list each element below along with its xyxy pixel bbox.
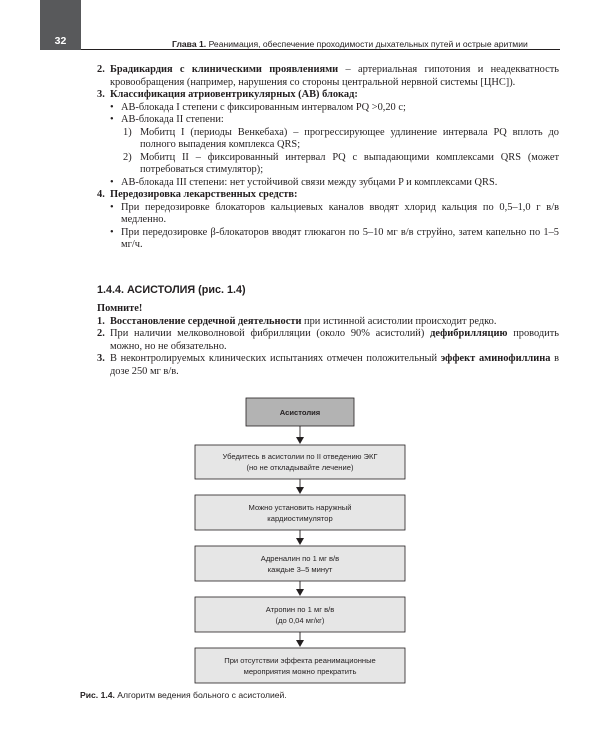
flow-step-line: (но не откладывайте лечение) [246, 463, 354, 472]
bullet-icon: • [110, 201, 114, 213]
flow-step-line: Можно установить наружный [248, 503, 352, 512]
bullet-icon: • [110, 101, 114, 113]
list-item-bold: Брадикардия с клиническими проявлениями [110, 64, 339, 75]
bullet-text: При передозировке β-блокаторов вводят глюкагон по 5–10 мг в/в струйно, затем капельно по 1–5 мг/ч. [121, 226, 559, 250]
figure-caption [80, 690, 287, 700]
remember-bold: Восстановление сердечной деятельности [110, 315, 302, 327]
list-item-bold: Классификация атриовентрикулярных (АВ) блокад: [110, 89, 358, 100]
sub-number: 1) [123, 126, 132, 138]
list-number: 2. [97, 64, 105, 75]
flow-step-line: кардиостимулятор [267, 514, 333, 523]
list-number: 2. [97, 328, 105, 339]
sub-text: Мобитц I (периоды Венкебаха) – прогрессирующее удлинение интервала PQ вплоть до полного выпадения комплекса QRS; [140, 126, 559, 150]
remember-text: проводить можно, но не обязательно. [110, 328, 559, 352]
bullet-icon: • [110, 114, 114, 125]
caption-label: Рис. 1.4. [80, 690, 115, 700]
flow-step-line: Адреналин по 1 мг в/в [260, 554, 340, 563]
flow-step-line: Убедитесь в асистолии по II отведению ЭКГ [222, 452, 378, 461]
sub-number: 2) [123, 151, 132, 163]
remember-text: В неконтролируемых клинических испытаниях отмечен положительный [110, 353, 441, 364]
flow-step-box [195, 546, 405, 581]
flow-step-line: Атропин по 1 мг в/в [265, 605, 335, 614]
chapter-label: Глава 1. [172, 39, 207, 49]
list-item-text: – артериальная гипотония и неадекватность кровообращения (например, нарушения со стороны центральной нервной системы [ЦНС]). [110, 64, 559, 88]
remember-bold: дефибрилляцию [430, 328, 508, 339]
bullet-text: АВ-блокада I степени с фиксированным интервалом PQ >0,20 с; [121, 101, 406, 113]
flow-step-line: При отсутствии эффекта реанимационные [224, 656, 376, 665]
bullet-text: АВ-блокада III степени: нет устойчивой связи между зубцами P и комплексами QRS. [121, 176, 498, 188]
sub-text: Мобитц II – фиксированный интервал PQ с выпадающими комплексами QRS (может потребоваться стимулятор); [140, 151, 559, 175]
remember-text: в дозе 250 мг в/в. [110, 353, 559, 377]
flow-step-line: (до 0,04 мг/кг) [275, 616, 325, 625]
page-number: 32 [54, 35, 67, 47]
bullet-text: При передозировке блокаторов кальциевых каналов вводят хлорид кальция по 0,5–1,0 г в/в медленно. [121, 201, 559, 225]
list-item-bold: Передозировка лекарственных средств: [110, 189, 298, 200]
flow-step-box [195, 648, 405, 683]
bullet-icon: • [110, 176, 114, 188]
remember-bold: эффект аминофиллина [440, 353, 551, 364]
flow-step-box [195, 597, 405, 632]
flow-step-line: мероприятия можно прекратить [243, 667, 357, 676]
remember-text: При наличии мелковолновой фибрилляции (около 90% асистолий) [110, 328, 431, 339]
list-number: 1. [97, 315, 105, 327]
remember-heading: Помните! [97, 303, 143, 314]
bullet-text: АВ-блокада II степени: [121, 114, 224, 125]
list-number: 3. [97, 353, 105, 364]
flow-step-line: каждые 3–5 минут [267, 565, 333, 574]
list-number: 3. [97, 89, 105, 100]
flow-step-box [195, 445, 405, 479]
section-title: 1.4.4. АСИСТОЛИЯ (рис. 1.4) [97, 284, 246, 296]
list-number: 4. [97, 189, 105, 200]
flow-step-box [195, 495, 405, 530]
chapter-title: Реанимация, обеспечение проходимости дыхательных путей и острые аритмии [206, 39, 528, 49]
remember-text: при истинной асистолии происходит редко. [301, 315, 497, 327]
bullet-icon: • [110, 226, 114, 238]
flow-start-label: Асистолия [279, 408, 321, 417]
caption-text: Алгоритм ведения больного с асистолией. [114, 690, 287, 700]
